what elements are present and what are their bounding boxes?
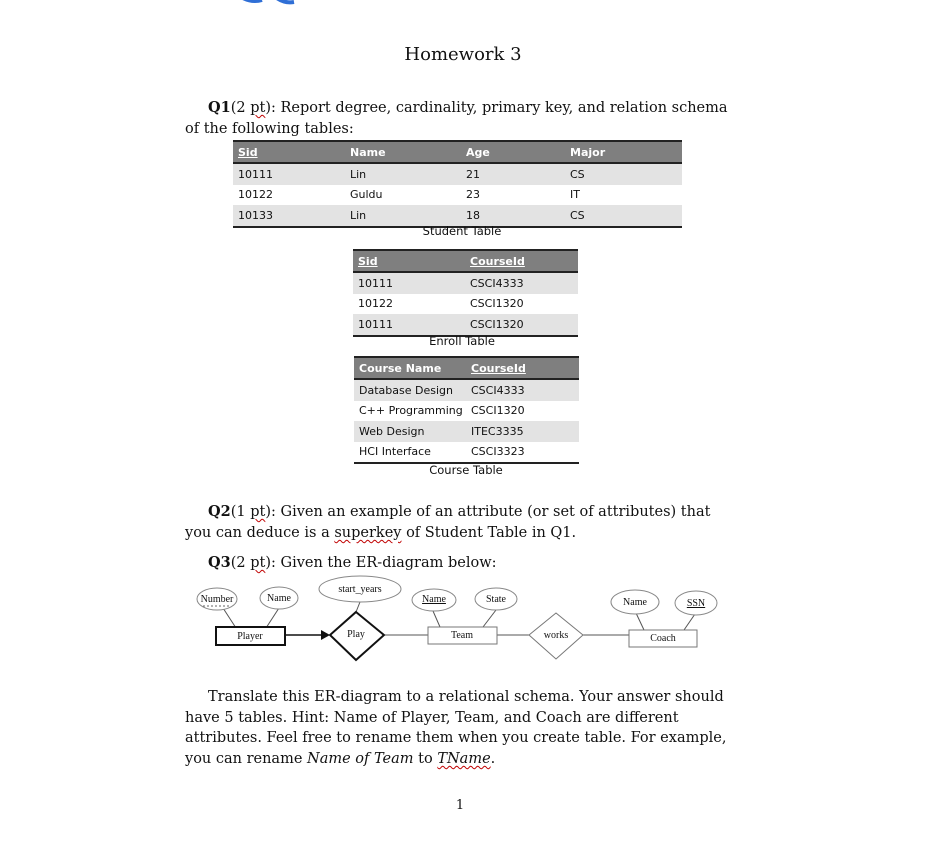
- table-row: [354, 442, 579, 463]
- er-attr-ssn-label: SSN: [686, 598, 706, 609]
- table-row: [233, 185, 682, 205]
- q2-paragraph: [185, 501, 737, 544]
- logo-fragment: [228, 0, 298, 6]
- q1-text: ): Report degree, cardinality, primary key, and relation schema of the following tables:: [185, 100, 728, 137]
- er-connector: [356, 602, 360, 612]
- table-cell: Guldu: [350, 188, 383, 202]
- table-cell: CSCI1320: [470, 297, 524, 311]
- table-cell: 10111: [353, 314, 465, 335]
- student-table-caption: Student Table: [422, 224, 502, 238]
- table-cell: IT: [570, 188, 580, 202]
- translate-text-end: .: [490, 751, 496, 768]
- table-row: [353, 272, 578, 293]
- header-name: Name: [345, 141, 461, 163]
- er-connector: [433, 611, 440, 627]
- student-table-header: [233, 141, 682, 163]
- table-row: [354, 421, 579, 441]
- page-title: Homework 3: [404, 44, 522, 65]
- table-cell: Lin: [345, 205, 461, 226]
- course-table-caption: Course Table: [429, 463, 503, 477]
- q2-text-end: of Student Table in Q1.: [401, 525, 577, 541]
- q3-points: (2: [230, 555, 251, 571]
- table-row: [354, 401, 579, 421]
- table-cell: C++ Programming: [359, 404, 463, 418]
- er-attr-start-years-label: start_years: [338, 584, 382, 595]
- header-age: Age: [461, 141, 565, 163]
- er-rel-play-label: Play: [347, 629, 365, 640]
- table-cell: Web Design: [354, 421, 466, 441]
- q2-text: ): Given an example of an attribute (or set of attributes) that you can deduce is a: [185, 504, 711, 541]
- q2-pt: pt: [250, 504, 266, 520]
- er-entity-team-label: Team: [450, 630, 474, 641]
- er-entity-player-label: Player: [237, 631, 263, 642]
- q3-label: Q3: [208, 554, 231, 571]
- page-number: 1: [455, 798, 465, 813]
- table-cell: 23: [466, 188, 480, 202]
- table-cell: 18: [461, 205, 565, 226]
- er-attr-number-label: Number: [200, 594, 234, 605]
- er-connector: [266, 608, 279, 628]
- q2-points: (1: [230, 504, 251, 520]
- er-connector: [636, 613, 644, 630]
- translate-text: Translate this ER-diagram to a relational schema. Your answer should have 5 tables. Hint: Name of Player, Team, and Coach are different attributes. Feel free to rename them when you create table. For example, you can rename: [185, 689, 727, 768]
- table-cell: CS: [565, 205, 682, 226]
- q1-paragraph: [185, 97, 737, 140]
- er-rel-works-label: works: [543, 630, 569, 641]
- q3-pt: pt: [250, 555, 266, 571]
- translate-italic: Name of Team: [307, 751, 414, 768]
- table-cell: 10122: [358, 297, 393, 311]
- er-attr-team-name-label: Name: [422, 594, 446, 605]
- table-row: [353, 294, 578, 314]
- header-course-name: Course Name: [354, 357, 466, 379]
- header-sid: Sid: [233, 141, 345, 163]
- q1-label: Q1: [208, 99, 231, 116]
- table-cell: HCI Interface: [354, 442, 466, 463]
- table-cell: 10133: [233, 205, 345, 226]
- table-cell: Lin: [345, 163, 461, 184]
- er-connector: [223, 608, 236, 628]
- table-cell: CS: [565, 163, 682, 184]
- table-cell: 10122: [238, 188, 273, 202]
- er-diagram: [0, 570, 926, 665]
- enroll-table-header: [353, 250, 578, 272]
- header-major: Major: [565, 141, 682, 163]
- er-attr-state-label: State: [486, 594, 506, 605]
- q1-points: (2: [230, 100, 251, 116]
- translate-paragraph: [185, 687, 737, 770]
- course-table: [354, 356, 579, 464]
- er-connector: [483, 610, 496, 627]
- table-cell: CSCI4333: [465, 272, 578, 293]
- table-cell: 10111: [233, 163, 345, 184]
- table-cell: 10111: [353, 272, 465, 293]
- q2-label: Q2: [208, 503, 231, 520]
- header-courseid: CourseId: [465, 250, 578, 272]
- header-courseid: CourseId: [466, 357, 579, 379]
- translate-tname: TName: [437, 751, 491, 768]
- table-cell: CSCI1320: [465, 314, 578, 335]
- table-cell: 21: [461, 163, 565, 184]
- q2-superkey: superkey: [334, 525, 402, 541]
- enroll-table: [353, 249, 578, 337]
- er-connector: [684, 614, 695, 630]
- q3-text: ): Given the ER-diagram below:: [265, 555, 497, 571]
- table-cell: CSCI4333: [466, 379, 579, 400]
- er-attr-player-name-label: Name: [267, 593, 291, 604]
- student-table: [233, 140, 682, 228]
- table-row: [233, 163, 682, 184]
- q1-pt: pt: [250, 100, 266, 116]
- enroll-table-caption: Enroll Table: [429, 334, 495, 348]
- table-row: [353, 314, 578, 335]
- header-sid: Sid: [353, 250, 465, 272]
- er-attr-coach-name-label: Name: [623, 597, 647, 608]
- table-cell: CSCI3323: [466, 442, 579, 463]
- course-table-header: [354, 357, 579, 379]
- er-entity-coach-label: Coach: [650, 633, 676, 644]
- table-cell: ITEC3335: [466, 421, 579, 441]
- table-cell: CSCI1320: [471, 404, 525, 418]
- translate-text-mid: to: [413, 751, 438, 768]
- table-row: [354, 379, 579, 400]
- table-cell: Database Design: [354, 379, 466, 400]
